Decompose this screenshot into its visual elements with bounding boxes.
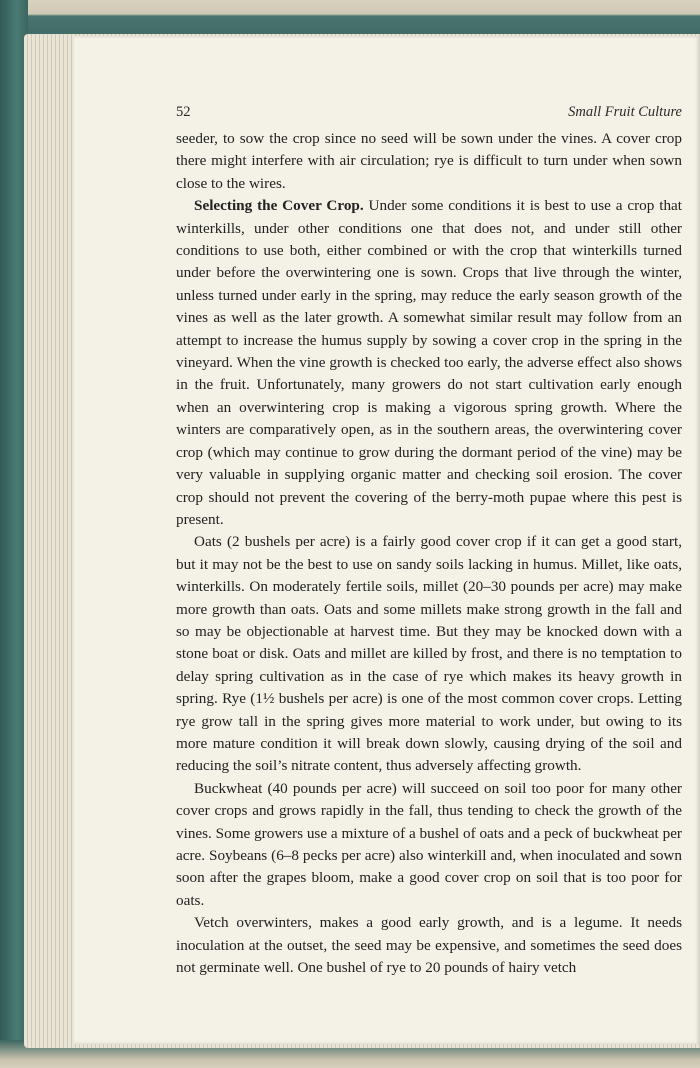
page-header: [176, 104, 682, 124]
page-number: 52: [176, 104, 191, 120]
paragraph-1: [176, 128, 682, 195]
section-heading: Selecting the Cover Crop.: [194, 197, 364, 215]
paragraph-text: seeder, to sow the crop since no seed will be sown under the vines. A cover crop there might interfere with air circulation; rye is difficult to turn under when sown close to the wires.: [176, 130, 682, 192]
running-title: Small Fruit Culture: [568, 104, 682, 120]
paragraph-text: Under some conditions it is best to use a crop that winterkills, under other conditions one that does not, and under still other conditions to use both, either combined or with the crop that winterkills turned under before the overwintering one is sown. Crops that live through the winter, unless turned under early in the spring, may reduce the early season growth of the vines as well as the later growth. A somewhat similar result may follow from an attempt to increase the humus supply by sowing a cover crop in the spring in the vineyard. When the vine growth is checked too early, the adverse effect also shows in the fruit. Unfortunately, many growers do not start cultivation early enough when an overwintering crop is making a vigorous spring growth. Where the winters are comparatively open, as in the southern areas, the overwintering cover crop (which may continue to grow during the dormant period of the vine) may be very valuable in supplying organic matter and checking soil erosion. The cover crop should not prevent the covering of the berry-moth pupae where this pest is present.: [176, 197, 682, 528]
paragraph-2: [176, 195, 682, 531]
body-text: [176, 128, 682, 979]
paragraph-text: Oats (2 bushels per acre) is a fairly good cover crop if it can get a good start, but it may not be the best to use on sandy soils lacking in humus. Millet, like oats, winterkills. On moderately fertile soils, millet (20–30 pounds per acre) may make more growth than oats. Oats and some millets make strong growth in the fall and so may be objectionable at harvest time. But they may be knocked down with a stone boat or disk. Oats and millet are killed by frost, and there is no temptation to delay spring cultivation as in the case of rye which makes its heavy growth in spring. Rye (1½ bushels per acre) is one of the most common cover crops. Letting rye grow tall in the spring gives more material to work under, but owing to its more mature condition it will break down slowly, causing drying of the soil and reducing the soil’s nitrate content, thus adversely affecting growth.: [176, 533, 682, 775]
paragraph-text: Vetch overwinters, makes a good early growth, and is a legume. It needs inoculation at the outset, the seed may be expensive, and sometimes the seed does not germinate well. One bushel of rye to 20 pounds of hairy vetch: [176, 914, 682, 977]
paragraph-text: Buckwheat (40 pounds per acre) will succeed on soil too poor for many other cover crops and grows rapidly in the fall, thus tending to check the growth of the vines. Some growers use a mixture of a bushel of oats and a peck of buckwheat per acre. Soybeans (6–8 pecks per acre) also winterkill and, when inoculated and sown soon after the grapes bloom, make a good cover crop on soil that is too poor for oats.: [176, 779, 682, 909]
paragraph-3: [176, 531, 682, 777]
paragraph-4: [176, 778, 682, 912]
paragraph-5: [176, 912, 682, 979]
